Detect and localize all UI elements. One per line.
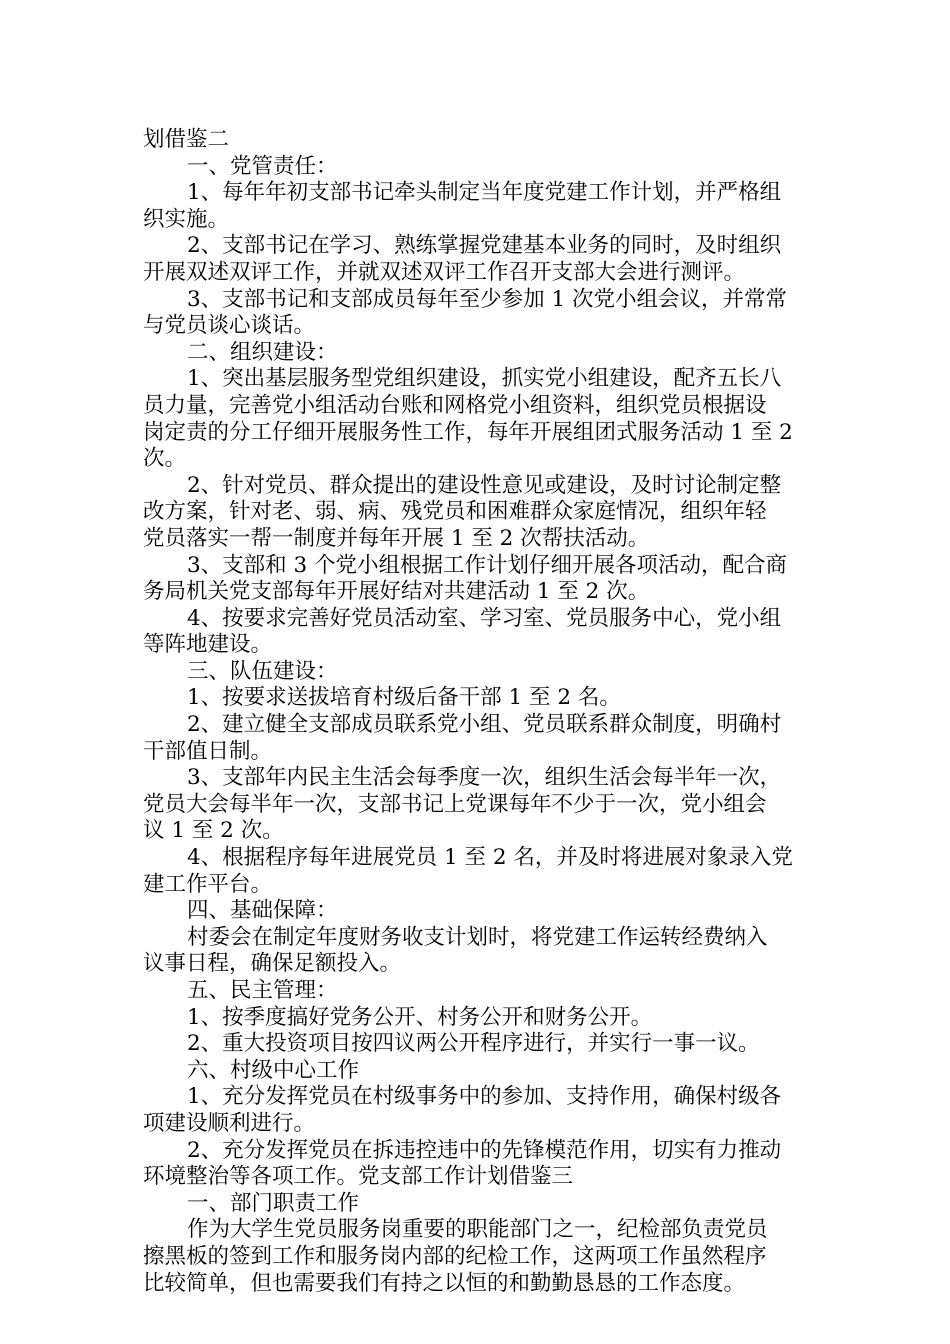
text-line: 议事日程，确保足额投入。 [143,951,402,977]
text-line: 务局机关党支部每年开展好结对共建活动 1 至 2 次。 [143,579,650,605]
text-line: 织实施。 [143,206,230,232]
text-line: 1、按季度搞好党务公开、村务公开和财务公开。 [187,1004,653,1030]
text-line: 1、充分发挥党员在村级事务中的参加、支持作用，确保村级各 [187,1084,782,1110]
text-line: 3、支部书记和支部成员每年至少参加 1 次党小组会议，并常常 [187,286,788,312]
text-line: 三、队伍建设： [187,658,338,684]
text-line: 开展双述双评工作，并就双述双评工作召开支部大会进行测评。 [143,259,746,285]
text-line: 干部值日制。 [143,738,273,764]
text-line: 环境整治等各项工作。党支部工作计划借鉴三 [143,1164,574,1190]
text-line: 项建设顺利进行。 [143,1110,316,1136]
text-line: 3、支部年内民主生活会每季度一次，组织生活会每半年一次， [187,765,782,791]
text-line: 2、充分发挥党员在拆违控违中的先锋模范作用，切实有力推动 [187,1137,782,1163]
text-line: 一、部门职责工作 [187,1190,360,1216]
text-line: 次。 [143,446,187,472]
text-line: 1、每年年初支部书记牵头制定当年度党建工作计划，并严格组 [187,180,782,206]
text-line: 村委会在制定年度财务收支计划时，将党建工作运转经费纳入 [187,924,768,950]
text-line: 党员大会每半年一次，支部书记上党课每年不少于一次，党小组会 [143,791,767,817]
text-line: 五、民主管理： [187,978,338,1003]
text-line: 建工作平台。 [143,871,273,897]
text-line: 4、按要求完善好党员活动室、学习室、党员服务中心，党小组 [187,605,782,631]
text-line: 改方案，针对老、弱、病、残党员和困难群众家庭情况，组织年轻 [143,499,767,525]
text-line: 二、组织建设： [187,339,338,365]
text-line: 与党员谈心谈话。 [143,313,316,339]
text-line: 岗定责的分工仔细开展服务性工作，每年开展组团式服务活动 1 至 2 [143,419,793,445]
text-line: 1、突出基层服务型党组织建设，抓实党小组建设，配齐五长八 [187,366,782,392]
text-line: 议 1 至 2 次。 [143,818,284,844]
text-line: 四、基础保障： [187,898,338,924]
text-line: 2、针对党员、群众提出的建设性意见或建设，及时讨论制定整 [187,472,782,498]
text-line: 2、建立健全支部成员联系党小组、党员联系群众制度，明确村 [187,712,782,738]
text-line: 等阵地建设。 [143,632,273,658]
text-line: 3、支部和 3 个党小组根据工作计划仔细开展各项活动，配合商 [187,552,788,578]
text-line: 员力量，完善党小组活动台账和网格党小组资料，组织党员根据设 [143,392,767,418]
text-line: 一、党管责任： [187,153,338,179]
text-line: 作为大学生党员服务岗重要的职能部门之一，纪检部负责党员 [187,1217,768,1243]
text-line: 2、支部书记在学习、熟练掌握党建基本业务的同时，及时组织 [187,233,782,259]
text-line: 2、重大投资项目按四议两公开程序进行，并实行一事一议。 [187,1031,760,1057]
text-line: 4、根据程序每年进展党员 1 至 2 名，并及时将进展对象录入党 [187,845,793,871]
document-body [143,127,843,1297]
text-line: 1、按要求送拔培育村级后备干部 1 至 2 名。 [187,685,621,711]
text-line: 比较简单，但也需要我们有持之以恒的和勤勤恳恳的工作态度。 [143,1270,746,1296]
text-line: 党员落实一帮一制度并每年开展 1 至 2 次帮扶活动。 [143,525,650,551]
text-line: 划借鉴二 [143,127,230,152]
text-line: 擦黑板的签到工作和服务岗内部的纪检工作，这两项工作虽然程序 [143,1243,767,1269]
text-line: 六、村级中心工作 [187,1057,360,1083]
